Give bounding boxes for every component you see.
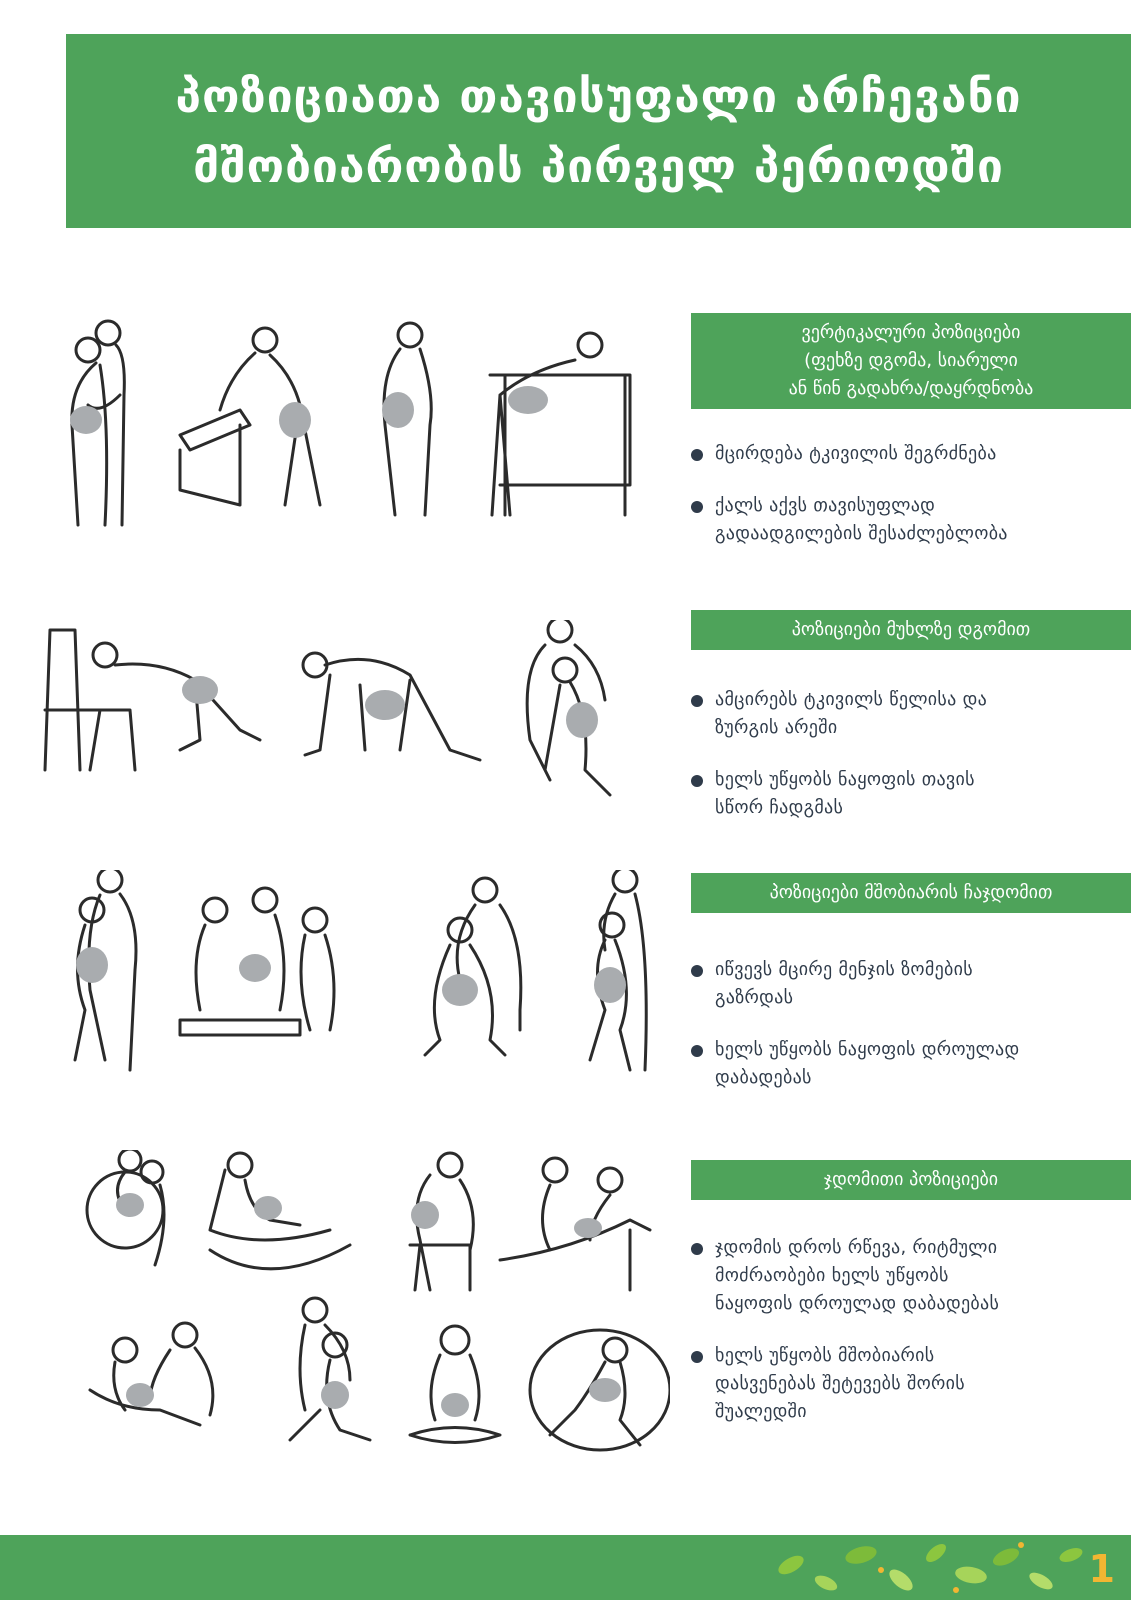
bullet-dot [691, 1351, 703, 1363]
bullet-text: მოძრაობები ხელს უწყობს [715, 1265, 949, 1286]
figure-rocking-chair [210, 1153, 350, 1269]
heading-line: ჯდომითი პოზიციები [823, 1169, 999, 1190]
figure-supported-squat-chair [425, 878, 521, 1055]
bullet-item [691, 956, 1121, 1012]
figure-bean-bag [530, 1330, 670, 1450]
bullet-text: ხელს უწყობს ნაყოფის დროულად [715, 1039, 1020, 1060]
figure-kneeling-supported [527, 620, 610, 795]
bullet-text: ხელს უწყობს მშობიარის [715, 1345, 935, 1366]
figure-sitting-floor-supported [290, 1298, 370, 1440]
bullet-item [691, 766, 1121, 822]
heading-line: (ფეხზე დგომა, სიარული [804, 350, 1018, 371]
bullet-dot [691, 501, 703, 513]
title-line-1: პოზიციათა თავისუფალი არჩევანი [175, 69, 1022, 123]
bullet-text: ხელს უწყობს ნაყოფის თავის [715, 769, 975, 790]
figure-cross-legged [410, 1326, 500, 1443]
bullet-text: ჯდომის დროს რწევა, რიტმული [715, 1237, 998, 1258]
figure-reclining-chair [500, 1158, 650, 1290]
figure-kneeling-massage [90, 1323, 213, 1425]
title-line-2: მშობიარობის პირველ პერიოდში [193, 139, 1004, 193]
bullet-text: გადაადგილების შესაძლებლობა [715, 523, 1008, 544]
bullet-list-vertical [691, 440, 1121, 572]
illustration-sitting-positions [30, 1150, 670, 1480]
illustration-kneeling-positions [30, 620, 670, 820]
bullet-list-sitting [691, 1234, 1121, 1450]
bullet-text: შუალედში [715, 1401, 807, 1422]
bullet-dot [691, 775, 703, 787]
bullet-text: იწვევს მცირე მენჯის ზომების [715, 959, 973, 980]
bullet-dot [691, 965, 703, 977]
bullet-item [691, 492, 1121, 548]
bullet-item [691, 440, 1121, 468]
bullet-item [691, 1036, 1121, 1092]
figure-all-fours [303, 653, 480, 760]
figure-kneeling-chair [45, 630, 260, 770]
illustration-vertical-positions [30, 315, 670, 540]
figure-couple-squat-standing [75, 870, 136, 1070]
figure-chair-backwards [410, 1153, 473, 1290]
bullet-item [691, 686, 1121, 742]
bullet-dot [691, 1243, 703, 1255]
bullet-list-kneeling [691, 686, 1121, 846]
figure-supported-squat-standing [590, 870, 646, 1070]
section-heading-vertical [691, 313, 1131, 409]
figure-group-squat [180, 888, 334, 1035]
illustration-squatting-positions [30, 870, 670, 1090]
bullet-item [691, 1234, 1121, 1318]
figure-couple-standing [70, 321, 124, 525]
figure-woman-standing [382, 323, 431, 515]
bullet-text: სწორ ჩადგმას [715, 797, 844, 818]
heading-line: პოზიციები მშობიარის ჩაჯდომით [769, 882, 1053, 903]
section-heading-kneeling [691, 610, 1131, 650]
bullet-text: გაზრდას [715, 987, 794, 1008]
footer-leaf-decoration [731, 1535, 1131, 1600]
section-heading-squatting [691, 873, 1131, 913]
bullet-text: დასვენებას შეტევებს შორის [715, 1373, 965, 1394]
heading-line: ვერტიკალური პოზიციები [801, 322, 1021, 343]
figure-woman-leaning-stool [180, 328, 320, 505]
heading-line: პოზიციები მუხლზე დგომით [791, 619, 1031, 640]
bullet-dot [691, 449, 703, 461]
bullet-text: ზურგის არეში [715, 717, 838, 738]
bullet-item [691, 1342, 1121, 1426]
section-heading-sitting [691, 1160, 1131, 1200]
figure-birthing-ball [87, 1150, 164, 1265]
bullet-dot [691, 695, 703, 707]
page-header [66, 34, 1131, 228]
bullet-text: ამცირებს ტკივილს წელისა და [715, 689, 988, 710]
page-footer [0, 1535, 1131, 1600]
bullet-text: მცირდება ტკივილის შეგრძნება [715, 443, 997, 464]
bullet-text: ქალს აქვს თავისუფლად [715, 495, 936, 516]
heading-line: ან წინ გადახრა/დაყრდნობა [788, 378, 1034, 399]
bullet-text: ნაყოფის დროულად დაბადებას [715, 1293, 1000, 1314]
bullet-dot [691, 1045, 703, 1057]
bullet-text: დაბადებას [715, 1067, 812, 1088]
figure-woman-leaning-table [490, 333, 630, 515]
page-number: 1 [1088, 1547, 1115, 1591]
bullet-list-squatting [691, 956, 1121, 1116]
